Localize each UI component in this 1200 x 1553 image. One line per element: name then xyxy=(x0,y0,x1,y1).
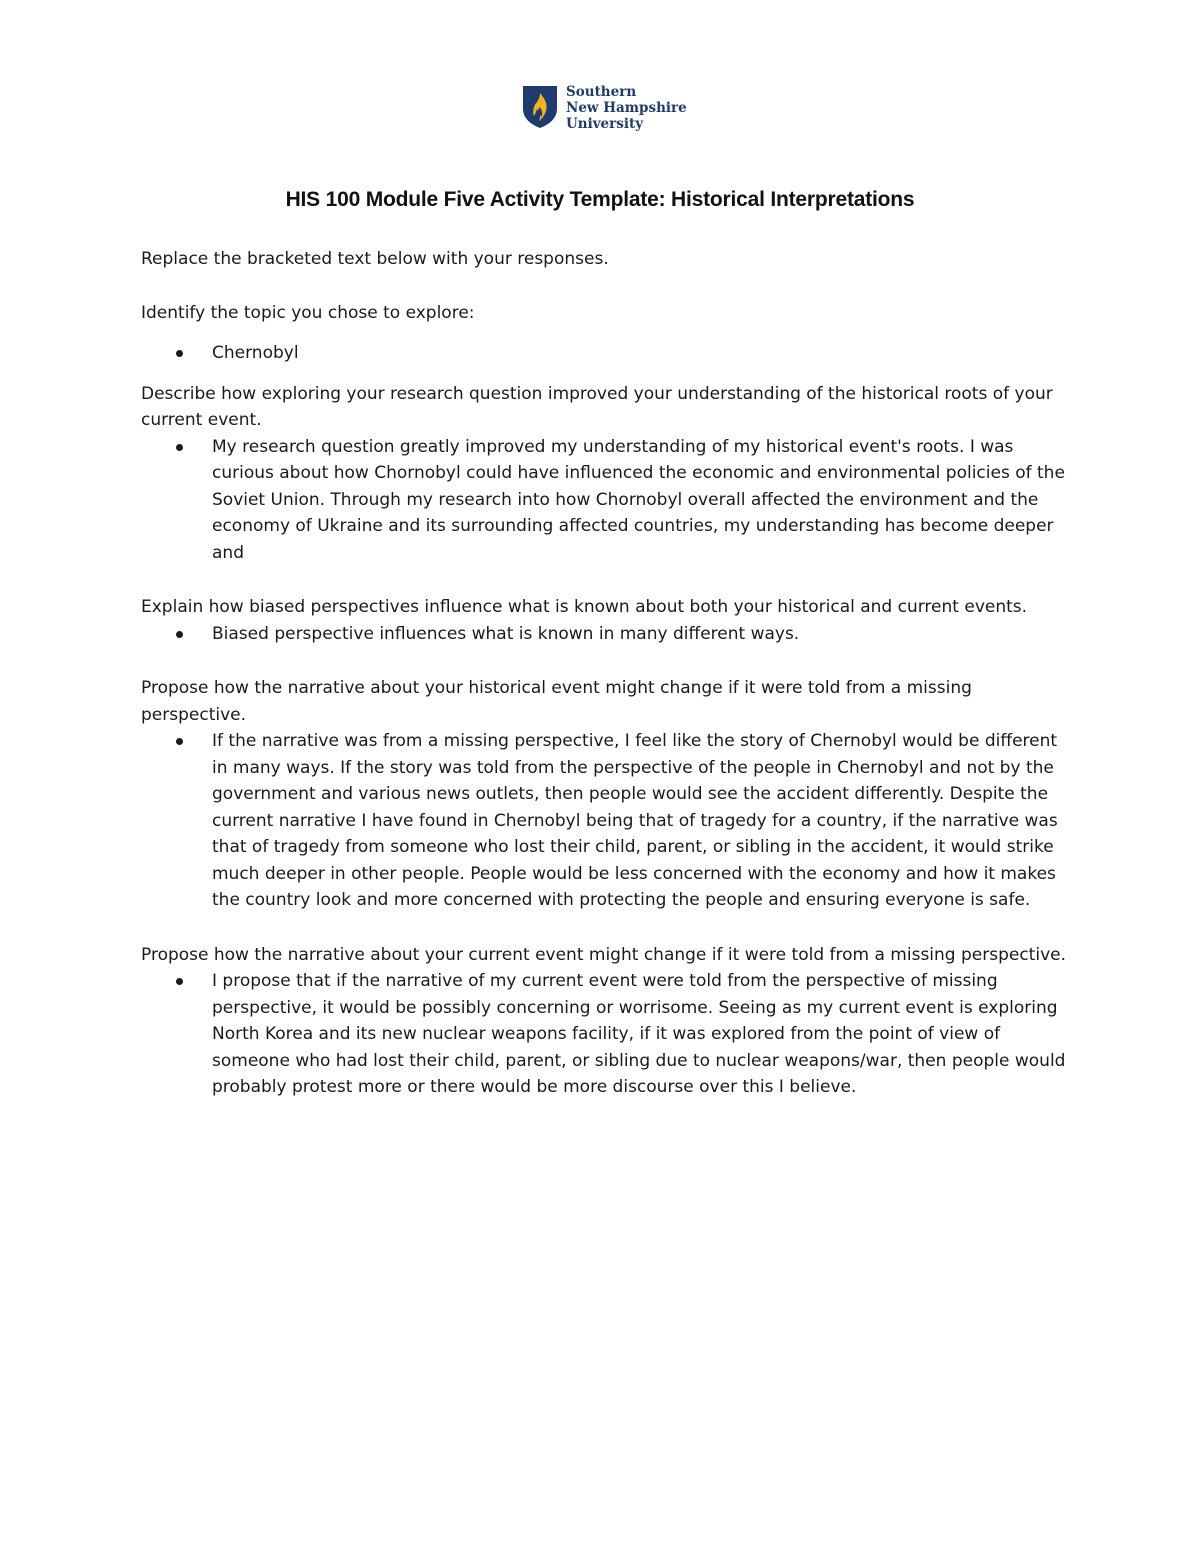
document-body xyxy=(141,246,1071,1101)
logo-line-3: University xyxy=(566,116,644,132)
document-title: HIS 100 Module Five Activity Template: Historical Interpretations xyxy=(285,188,915,211)
section-4-prompt: Propose how the narrative about your historical event might change if it were told from a missing perspective. xyxy=(141,678,972,725)
section-1-prompt: Identify the topic you chose to explore: xyxy=(141,302,475,323)
instructions: Replace the bracketed text below with your responses. xyxy=(141,249,609,269)
section-2-answer: My research question greatly improved my understanding of my historical event's roots. I was curious about how Chornobyl could have influenced the economic and environmental policies of the Soviet Union. Through my research into how Chornobyl overall affected the environment and the economy of Ukraine and its surrounding affected countries, my understanding has become deeper and xyxy=(212,434,1071,567)
logo-line-2: New Hampshire xyxy=(566,100,687,116)
section-2-list xyxy=(141,434,1071,567)
section-5-prompt: Propose how the narrative about your current event might change if it were told from a missing perspective. xyxy=(141,944,1066,965)
section-3-prompt: Explain how biased perspectives influence what is known about both your historical and current events. xyxy=(141,597,1028,617)
section-4-answer: If the narrative was from a missing perspective, I feel like the story of Chernobyl would be different in many ways. If the story was told from the perspective of the people in Chernobyl and not by the government and various news outlets, then people would see the accident differently. Despite the current narrative I have found in Chernobyl being that of tragedy for a country, if the narrative was that of tragedy from someone who lost their child, parent, or sibling in the accident, it would strike much deeper in other people. People would be less concerned with the economy and how it makes the country look and more concerned with protecting the people and ensuring everyone is safe. xyxy=(212,728,1071,914)
university-logo xyxy=(522,85,687,132)
section-5-list xyxy=(141,968,1071,1101)
section-1-answer: Chernobyl xyxy=(212,340,1071,367)
logo-line-1: Southern xyxy=(566,84,637,100)
shield-flame-icon xyxy=(522,85,558,129)
section-2-prompt: Describe how exploring your research question improved your understanding of the historical roots of your current event. xyxy=(141,383,1053,430)
section-3-list xyxy=(141,621,1071,648)
section-3-answer: Biased perspective influences what is known in many different ways. xyxy=(212,621,1071,648)
section-4-list xyxy=(141,728,1071,914)
section-1-list xyxy=(141,340,1071,367)
section-5-answer: I propose that if the narrative of my current event were told from the perspective of missing perspective, it would be possibly concerning or worrisome. Seeing as my current event is exploring North Korea and its new nuclear weapons facility, if it was explored from the point of view of someone who had lost their child, parent, or sibling due to nuclear weapons/war, then people would probably protest more or there would be more discourse over this I believe. xyxy=(212,968,1071,1101)
